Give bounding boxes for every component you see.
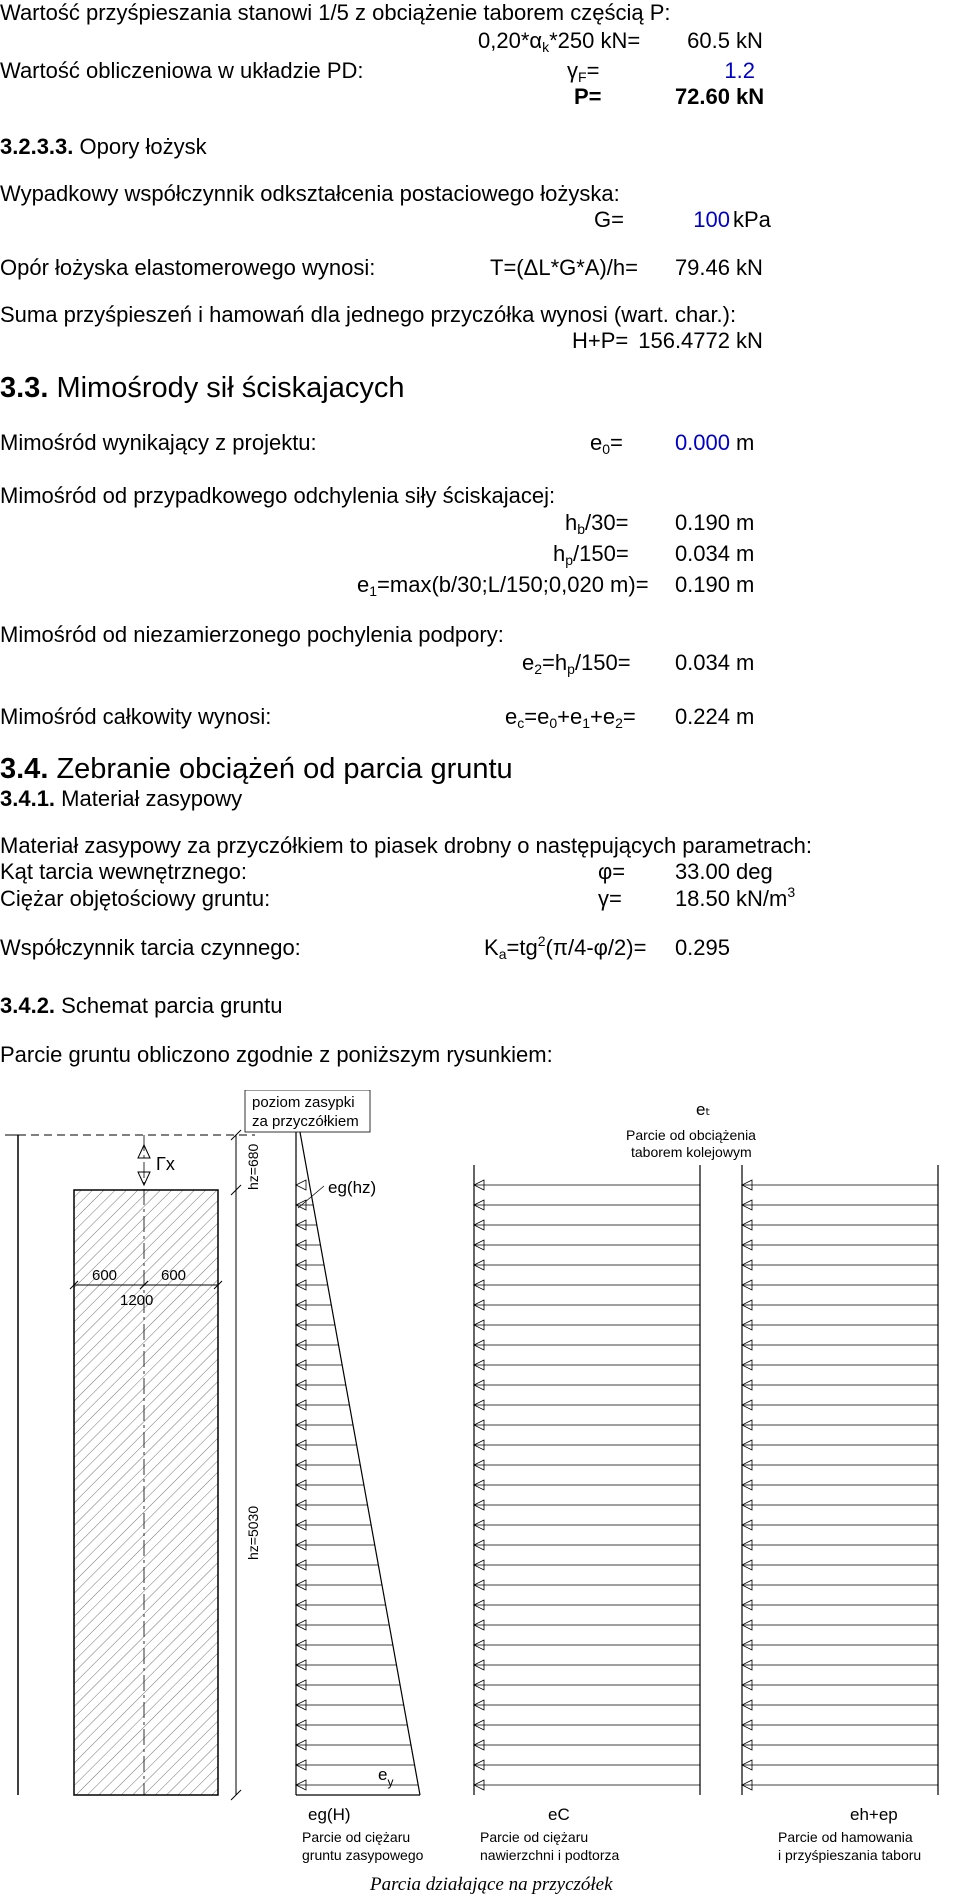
braking-label-1: Parcie od hamowania — [778, 1829, 913, 1845]
ec-value: 0.224 — [674, 704, 730, 729]
ecc-line-1: Mimośród wynikający z projektu: — [0, 430, 317, 455]
g-label: G= — [594, 207, 624, 232]
e2-value: 0.034 — [674, 650, 730, 675]
ecc-line-3: Mimośród od niezamierzonego pochylenia podpory: — [0, 622, 504, 647]
earth-pressure-diagram — [0, 1090, 960, 1899]
hp-ecc-value: 0.034 — [674, 541, 730, 566]
ka-value: 0.295 — [674, 935, 730, 960]
traffic-load-label-2: taborem kolejowym — [631, 1144, 752, 1160]
accel-line-1: Wartość przyśpieszania stanowi 1/5 z obciążenie taborem częścią P: — [0, 0, 671, 25]
soil-weight-label-2: gruntu zasypowego — [302, 1847, 424, 1863]
eg-h-label: eg(H) — [308, 1805, 351, 1824]
dim-600-right: 600 — [161, 1267, 187, 1284]
hz-5030-label: hz=5030 — [245, 1505, 261, 1560]
t-unit: kN — [736, 255, 763, 280]
bearings-heading: 3.2.3.3. Opory łożysk — [0, 134, 207, 159]
bearings-line-3: Suma przyśpieszeń i hamowań dla jednego przyczółka wynosi (wart. char.): — [0, 302, 737, 327]
e0-label: $e_0=$ — [590, 430, 623, 457]
e0-unit: m — [736, 430, 755, 455]
ec-label: eC — [548, 1805, 570, 1824]
braking-pressure-diagram — [742, 1165, 938, 1863]
et-label: eₜ — [696, 1100, 711, 1119]
soil-weight-label-1: Parcie od ciężaru — [302, 1829, 411, 1845]
gamma-symbol: γ= — [598, 886, 622, 911]
ec-label: $e_c=e_0+e_1+e_2=$ — [505, 704, 636, 731]
p-value: 72.60 — [674, 84, 730, 109]
e2-unit: m — [736, 650, 755, 675]
e2-label: $e_2=h_p/150=$ — [522, 650, 631, 677]
soil-heading: 3.4. Zebranie obciążeń od parcia gruntu — [0, 753, 513, 785]
t-formula: T=(ΔL*G*A)/h= — [490, 255, 638, 280]
g-value: 100 — [693, 207, 730, 232]
e0-value: 0.000 — [674, 430, 730, 455]
traffic-load-label-1: Parcie od obciążenia — [626, 1127, 756, 1143]
phi-line: Kąt tarcia wewnętrznego: — [0, 859, 248, 884]
dim-600-left: 600 — [92, 1267, 118, 1284]
gamma-line: Ciężar objętościowy gruntu: — [0, 886, 271, 911]
accel-value: 60.5 — [687, 28, 730, 53]
hp-label: H+P= — [572, 328, 629, 353]
gamma-unit: $kN/m^3$ — [736, 884, 796, 911]
p-label: P= — [574, 84, 602, 109]
e1-label: $e_1=\max(b/30;L/150;0,020$ m)= — [357, 572, 649, 599]
behind-abutment-label: za przyczółkiem — [252, 1113, 359, 1130]
phi-symbol: φ= — [598, 859, 626, 884]
hz-680-label: hz=680 — [245, 1143, 261, 1190]
dim-1200: 1200 — [120, 1292, 154, 1309]
pressure-arrows — [296, 1180, 938, 1790]
hp-unit: kN — [736, 328, 763, 353]
hb-label: $h_b/30=$ — [565, 510, 629, 537]
t-value: 79.46 — [674, 255, 730, 280]
ecc-line-2: Mimośród od przypadkowego odchylenia siły ściskajacej: — [0, 483, 556, 508]
braking-label-2: i przyśpieszania taboru — [778, 1847, 922, 1863]
eg-hz-label: eg(hz) — [328, 1178, 377, 1197]
hp-value: 156.4772 — [638, 328, 730, 353]
soil-subheading-2: 3.4.2. Schemat parcia gruntu — [0, 993, 283, 1018]
eh-ep-label: eh+ep — [850, 1805, 898, 1824]
figure-caption: Parcia działające na przyczółek — [370, 1874, 613, 1895]
ecc-line-4: Mimośród całkowity wynosi: — [0, 704, 272, 729]
surface-weight-label-1: Parcie od ciężaru — [480, 1829, 589, 1845]
ka-formula: $K_a=tg^2(\pi/4-\varphi/2)=$ — [484, 933, 647, 962]
bearings-line-1: Wypadkowy współczynnik odkształcenia postaciowego łożyska: — [0, 181, 620, 206]
ec-unit: m — [736, 704, 755, 729]
figure-intro: Parcie gruntu obliczono zgodnie z poniższym rysunkiem: — [0, 1042, 553, 1067]
gamma-value: 18.50 — [674, 886, 730, 911]
accel-formula: $0,20*\alpha_k*250$ kN= — [478, 28, 641, 55]
soil-subheading: 3.4.1. Materiał zasypowy — [0, 786, 243, 811]
pressure-arrow-head — [296, 1180, 306, 1190]
hb-unit: m — [736, 510, 755, 535]
soil-intro: Materiał zasypowy za przyczółkiem to piasek drobny o następujących parametrach: — [0, 833, 812, 858]
g-unit: kPa — [733, 207, 771, 232]
soil-pressure-diagram — [245, 1090, 424, 1863]
accel-line-2: Wartość obliczeniowa w układzie PD: — [0, 58, 364, 83]
hb-value: 0.190 — [674, 510, 730, 535]
gamma-x-label: Γx — [156, 1154, 175, 1174]
hp-ecc-label: $h_p/150=$ — [553, 541, 629, 568]
accel-unit: kN — [736, 28, 763, 53]
gamma-f-label: $\gamma_F=$ — [567, 58, 600, 85]
bearings-line-2: Opór łożyska elastomerowego wynosi: — [0, 255, 376, 280]
ey-label: $e_y$ — [378, 1765, 394, 1789]
ecc-heading: 3.3. Mimośrody sił ściskajacych — [0, 372, 405, 404]
gamma-f-value: 1.2 — [724, 58, 755, 83]
phi-value: 33.00 — [674, 859, 730, 884]
surface-weight-label-2: nawierzchni i podtorza — [480, 1847, 620, 1863]
phi-unit: deg — [736, 859, 773, 884]
ka-line: Współczynnik tarcia czynnego: — [0, 935, 301, 960]
backfill-level-label: poziom zasypki — [252, 1094, 355, 1111]
traffic-pressure-diagram — [474, 1100, 756, 1863]
abutment-column — [5, 1130, 261, 1800]
e1-value: 0.190 — [674, 572, 730, 597]
hp-ecc-unit: m — [736, 541, 755, 566]
p-unit: kN — [736, 84, 765, 109]
e1-unit: m — [736, 572, 755, 597]
